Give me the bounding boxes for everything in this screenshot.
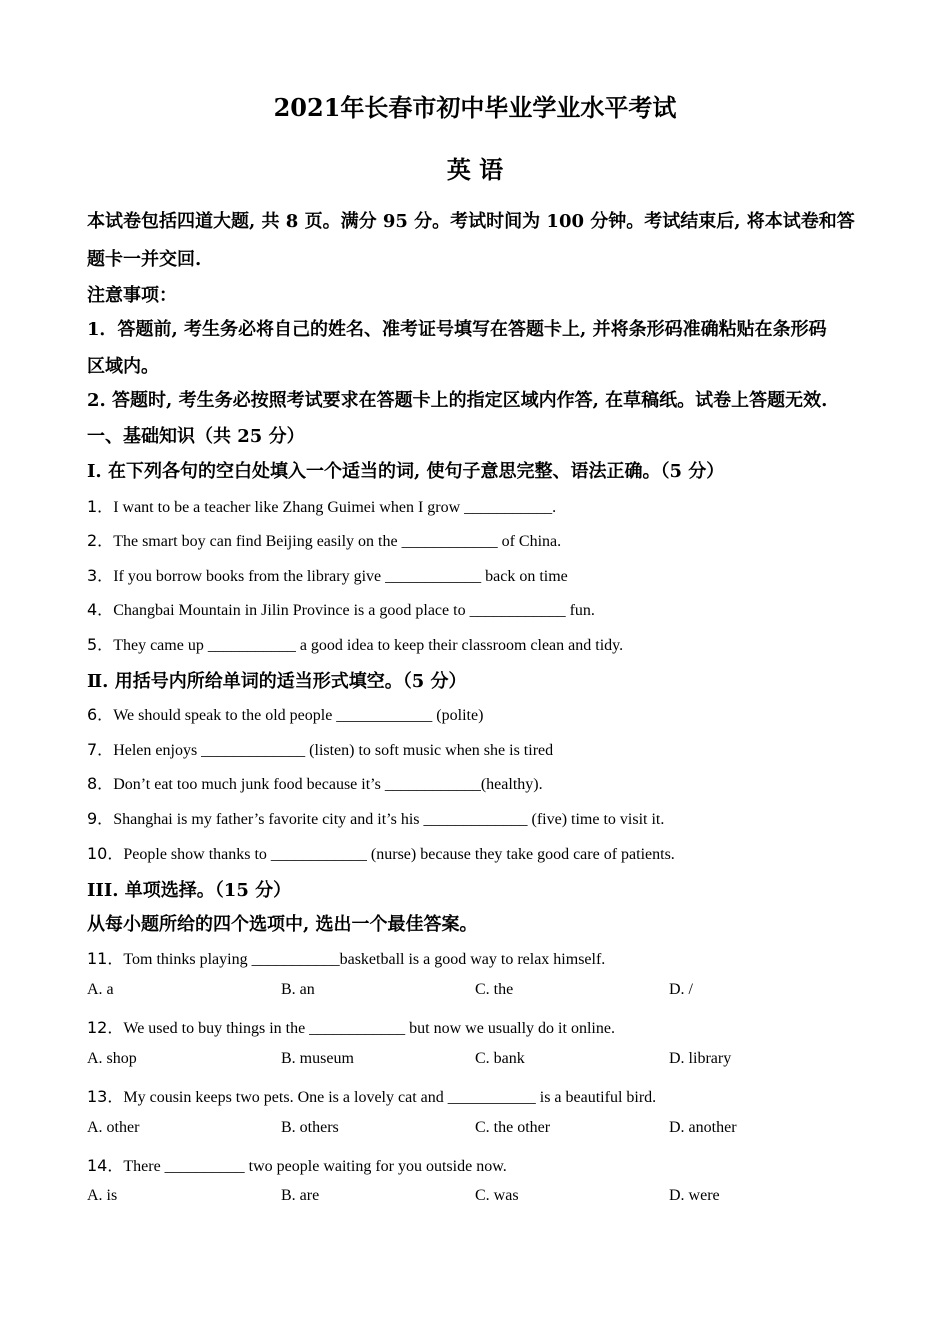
question xyxy=(87,494,556,517)
question-number: 6． xyxy=(87,705,114,724)
question-number: 13． xyxy=(87,1087,124,1106)
question xyxy=(87,771,543,794)
part-heading: III. 单项选择。（15 分） xyxy=(87,880,292,901)
notice-item: 2. 答题时, 考生务必按照考试要求在答题卡上的指定区域内作答, 在草稿纸。试卷上答题无效. xyxy=(87,390,828,411)
option-c: C. bank xyxy=(475,1050,525,1067)
option-c: C. the other xyxy=(475,1119,551,1136)
question-text: Changbai Mountain in Jilin Province is a good place to ____________ fun. xyxy=(113,602,595,619)
option-d: D. library xyxy=(669,1050,732,1067)
question xyxy=(87,841,675,864)
question-number: 4． xyxy=(87,600,114,619)
option-d: D. another xyxy=(669,1119,737,1136)
question-text: Tom thinks playing ___________basketball is a good way to relax himself. xyxy=(123,951,606,968)
question-number: 7． xyxy=(87,740,114,759)
subject-title: 英 语 xyxy=(446,155,504,184)
option-a: A. is xyxy=(87,1187,118,1204)
question xyxy=(87,597,595,620)
option-b: B. an xyxy=(281,981,315,998)
part-heading: I. 在下列各句的空白处填入一个适当的词, 使句子意思完整、语法正确。（5 分） xyxy=(87,461,725,482)
question xyxy=(87,1015,615,1038)
question-number: 14． xyxy=(87,1156,124,1175)
intro-line: 题卡一并交回. xyxy=(87,249,202,270)
question-number: 3． xyxy=(87,566,114,585)
question-number: 11． xyxy=(87,949,124,968)
exam-title: 2021年长春市初中毕业学业水平考试 xyxy=(273,93,677,122)
option-d: D. / xyxy=(669,981,693,998)
question-number: 10． xyxy=(87,844,124,863)
question-text: If you borrow books from the library give ____________ back on time xyxy=(113,568,568,585)
question-number: 1． xyxy=(87,497,114,516)
question-number: 8． xyxy=(87,774,114,793)
option-a: A. shop xyxy=(87,1050,137,1067)
question xyxy=(87,632,623,655)
question-number: 9． xyxy=(87,809,114,828)
option-b: B. are xyxy=(281,1187,320,1204)
question xyxy=(87,806,664,829)
part-instruction: 从每小题所给的四个选项中, 选出一个最佳答案。 xyxy=(87,914,478,935)
question xyxy=(87,528,561,551)
question-text: They came up ___________ a good idea to keep their classroom clean and tidy. xyxy=(113,637,624,654)
notice-heading: 注意事项： xyxy=(87,285,177,306)
option-b: B. others xyxy=(281,1119,339,1136)
question xyxy=(87,563,568,586)
question-text: We used to buy things in the ____________ but now we usually do it online. xyxy=(123,1020,615,1037)
question-text: The smart boy can find Beijing easily on the ____________ of China. xyxy=(113,533,562,550)
part-heading: Ⅱ. 用括号内所给单词的适当形式填空。（5 分） xyxy=(87,671,467,692)
question xyxy=(87,702,483,725)
option-d: D. were xyxy=(669,1187,720,1204)
question-text: I want to be a teacher like Zhang Guimei when I grow ___________. xyxy=(113,499,557,516)
notice-item: 1．答题前, 考生务必将自己的姓名、准考证号填写在答题卡上, 并将条形码准确粘贴在条形码 xyxy=(87,319,827,340)
option-a: A. a xyxy=(87,981,114,998)
option-a: A. other xyxy=(87,1119,140,1136)
option-c: C. the xyxy=(475,981,514,998)
question xyxy=(87,737,553,760)
question-number: 2． xyxy=(87,531,114,550)
question-text: People show thanks to ____________ (nurse) because they take good care of patients. xyxy=(123,846,675,863)
question xyxy=(87,1153,507,1176)
question-text: There __________ two people waiting for you outside now. xyxy=(123,1158,507,1175)
section-heading: 一、基础知识（共 25 分） xyxy=(87,426,305,447)
question-text: We should speak to the old people ____________ (polite) xyxy=(113,707,484,724)
notice-item: 区域内。 xyxy=(87,356,159,377)
question-text: Shanghai is my father’s favorite city and it’s his _____________ (five) time to visit it. xyxy=(113,811,665,828)
question xyxy=(87,1084,656,1107)
option-c: C. was xyxy=(475,1187,519,1204)
question-text: Don’t eat too much junk food because it’s ____________(healthy). xyxy=(113,776,543,793)
question-number: 12． xyxy=(87,1018,124,1037)
option-b: B. museum xyxy=(281,1050,354,1067)
question-number: 5． xyxy=(87,635,114,654)
question-text: Helen enjoys _____________ (listen) to soft music when she is tired xyxy=(113,742,554,759)
question xyxy=(87,946,605,969)
intro-line: 本试卷包括四道大题, 共 8 页。满分 95 分。考试时间为 100 分钟。考试结束后, 将本试卷和答 xyxy=(87,211,855,232)
question-text: My cousin keeps two pets. One is a lovely cat and ___________ is a beautiful bird. xyxy=(123,1089,657,1106)
